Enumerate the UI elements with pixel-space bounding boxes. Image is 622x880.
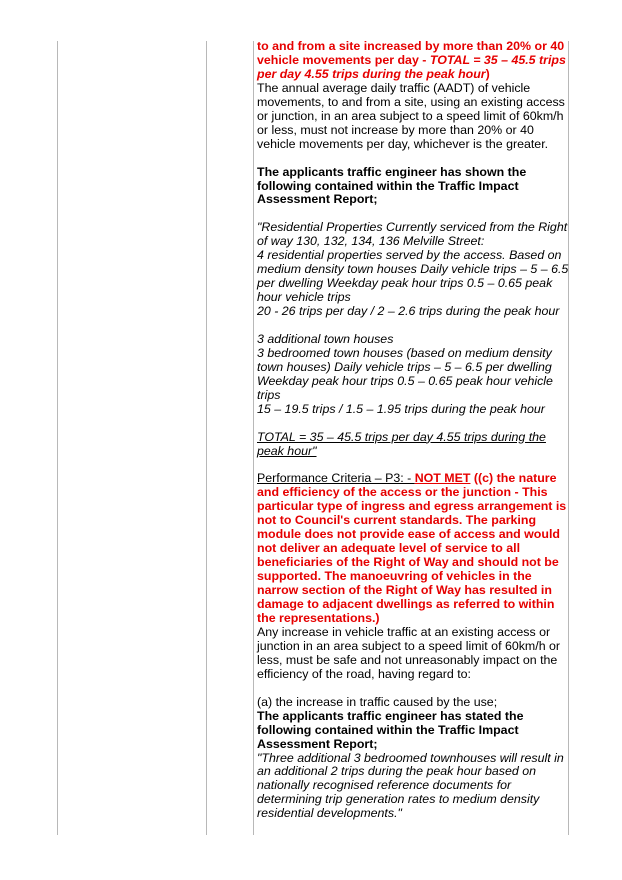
pc-label: Performance Criteria – P3: - [257, 471, 415, 486]
red-italic-total: TOTAL = 35 – 45.5 trips per day 4.55 trips during the peak hour [257, 52, 566, 81]
pc-red-text: ((c) the nature and efficiency of the access or the junction - This particular type of ingress and egress arrangement is not to Council's current standards. The parking module does not provide ease of access and would not deliver an adequate level of service to all beneficiaries of the Right of Way and should not be supported. The manoeuvring of vehicles in the narrow section of the Right of Way has resulted in damage to adjacent dwellings as referred to within the representations.) [257, 471, 567, 625]
red-prefix: to and from a site increased by more than 20% or 40 vehicle movements per day - [257, 39, 565, 67]
performance-criteria [257, 472, 569, 625]
pc-body: Any increase in vehicle traffic at an existing access or junction in an area subject to a speed limit of 60km/h or less, must be safe and not unreasonably impact on the efficiency of the road, having regard to: [257, 624, 561, 681]
quote2-line3: 15 – 19.5 trips / 1.5 – 1.95 trips during the peak hour [257, 401, 545, 416]
townhouse-quote: "Three additional 3 bedroomed townhouses will result in an additional 2 trips during the peak hour based on nationally recognised reference documents for determining trip generation rates to medium density residential developments." [257, 750, 564, 821]
red-suffix: ) [485, 66, 490, 81]
aadt-criteria-red [257, 40, 569, 82]
total-summary: TOTAL = 35 – 45.5 trips per day 4.55 trips during the peak hour" [257, 429, 546, 458]
quote1-line3: 20 - 26 trips per day / 2 – 2.6 trips during the peak hour [257, 304, 560, 319]
column-rule-2 [206, 41, 207, 835]
item-a: (a) the increase in traffic caused by the use; [257, 694, 498, 709]
engineer-shown-heading: The applicants traffic engineer has shown the following contained within the Traffic Impact Assessment Report; [257, 164, 527, 207]
quote2-line2: 3 bedroomed town houses (based on medium density town houses) Daily vehicle trips – 5 – 6.5 per dwelling Weekday peak hour trips 0.5 – 0.65 peak hour vehicle trips [257, 345, 553, 402]
column-rule-1 [57, 41, 58, 835]
assessment-text-column [257, 40, 569, 821]
status-not-met: NOT MET [414, 471, 471, 486]
quote2-line1: 3 additional town houses [257, 331, 394, 346]
aadt-body: The annual average daily traffic (AADT) of vehicle movements, to and from a site, using an existing access or junction, in an area subject to a speed limit of 60km/h or less, must not increase by more than 20% or 40 vehicle movements per day, whichever is the greater. [257, 80, 565, 151]
quote1-line1: "Residential Properties Currently serviced from the Right of way 130, 132, 134, 136 Melville Street: [257, 220, 568, 249]
column-rule-3 [253, 41, 254, 835]
quote1-line2: 4 residential properties served by the access. Based on medium density town houses Daily vehicle trips – 5 – 6.5 per dwelling Weekday peak hour trips 0.5 – 0.65 peak hour vehicle trips [257, 248, 569, 305]
engineer-stated-heading: The applicants traffic engineer has stated the following contained within the Traffic Impact Assessment Report; [257, 708, 524, 751]
